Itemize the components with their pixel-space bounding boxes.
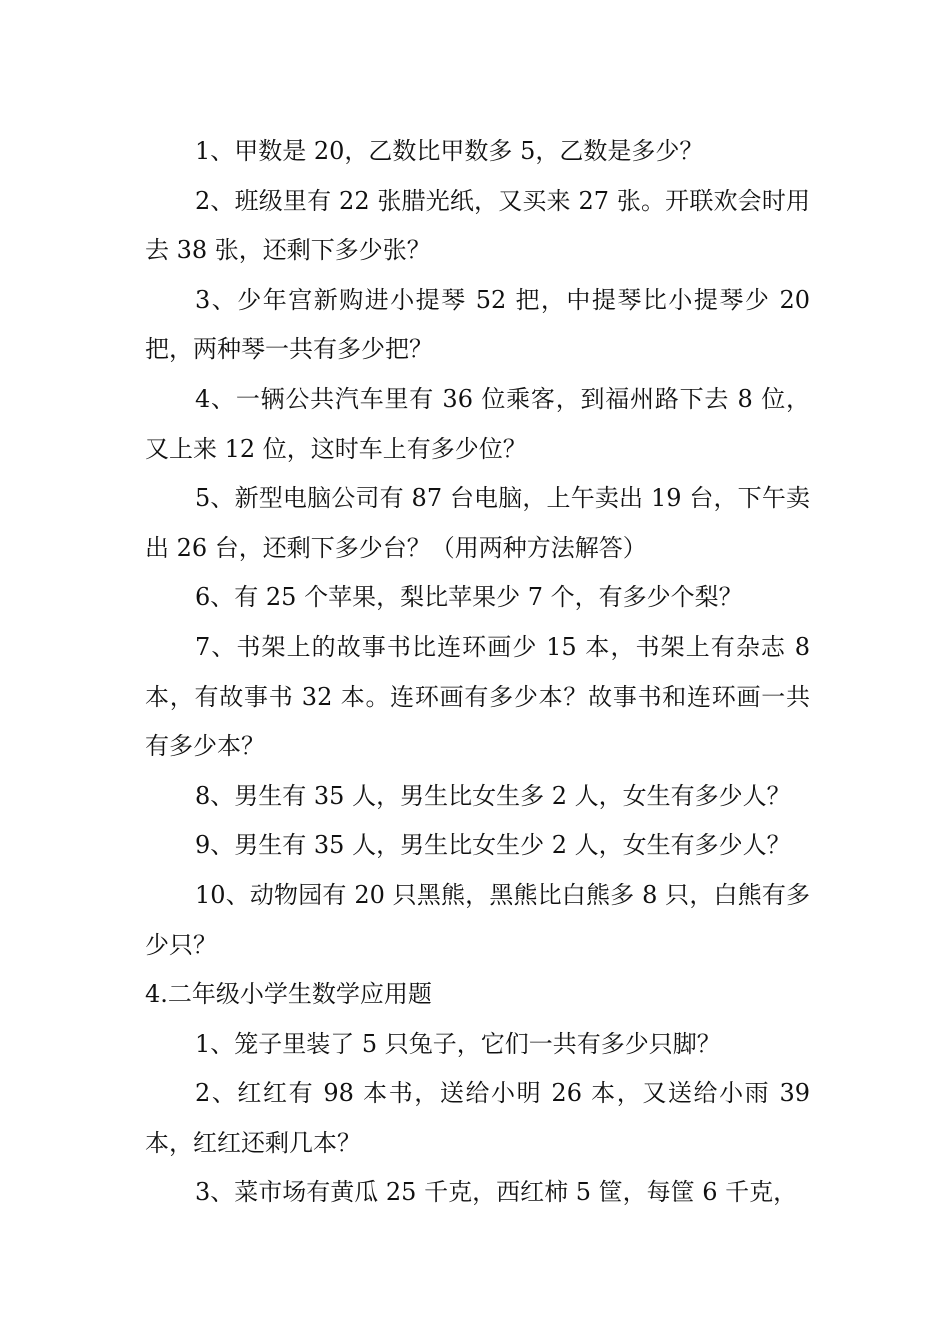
section-heading: 4.二年级小学生数学应用题 bbox=[145, 980, 432, 1009]
problem-3-8: 8、男生有 35 人，男生比女生多 2 人，女生有多少人？ bbox=[195, 781, 791, 810]
problem-3-2: 2、班级里有 22 张腊光纸，又买来 27 张。开联欢会时用去 38 张，还剩下多少张？ bbox=[145, 186, 810, 265]
problem-4-2: 2、红红有 98 本书，送给小明 26 本，又送给小雨 39 本，红红还剩几本？ bbox=[145, 1079, 810, 1157]
problem-3-10: 10、动物园有 20 只黑熊，黑熊比白熊多 8 只，白熊有多少只？ bbox=[145, 880, 810, 959]
problem-3-1: 1、甲数是 20，乙数比甲数多 5，乙数是多少？ bbox=[195, 137, 704, 165]
problem-3-6: 6、有 25 个苹果，梨比苹果少 7 个，有多少个梨？ bbox=[195, 583, 743, 612]
problem-3-9: 9、男生有 35 人，男生比女生少 2 人，女生有多少人？ bbox=[195, 831, 791, 860]
problem-3-3: 3、少年宫新购进小提琴 52 把，中提琴比小提琴少 20 把，两种琴一共有多少把？ bbox=[145, 285, 810, 364]
problem-4-1: 1、笼子里装了 5 只兔子，它们一共有多少只脚？ bbox=[195, 1029, 721, 1058]
problem-3-7: 7、书架上的故事书比连环画少 15 本，书架上有杂志 8 本，有故事书 32 本。连环画有多少本？故事书和连环画一共有多少本？ bbox=[145, 632, 810, 761]
document-body bbox=[145, 127, 810, 1218]
problem-4-3: 3、菜市场有黄瓜 25 千克，西红柿 5 筐，每筐 6 千克， bbox=[195, 1178, 798, 1207]
problem-3-4: 4、一辆公共汽车里有 36 位乘客，到福州路下去 8 位，又上来 12 位，这时车上有多少位？ bbox=[145, 384, 810, 463]
problem-3-5: 5、新型电脑公司有 87 台电脑，上午卖出 19 台，下午卖出 26 台，还剩下多少台？（用两种方法解答） bbox=[145, 484, 810, 562]
